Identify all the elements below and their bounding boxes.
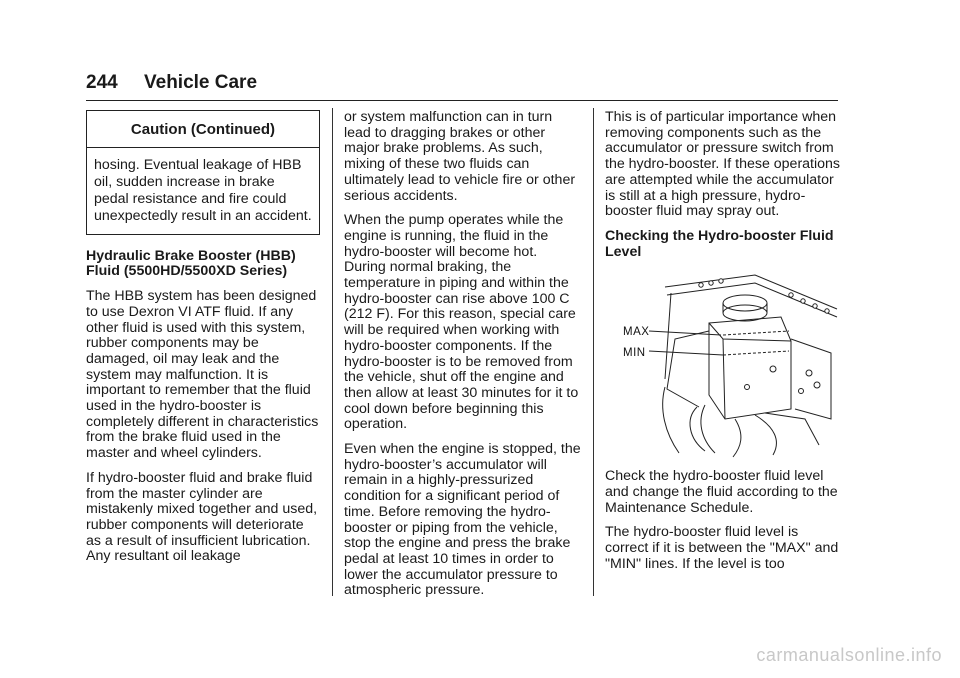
hbb-heading: Hydraulic Brake Booster (HBB) Fluid (5500HD/5500XD Series) [86,247,296,280]
paragraph: If hydro-booster fluid and brake fluid from the master cylinder are mistakenly mixed together and used, rubber components will deteriorate as a result of insufficient lubrication. Any resultant oil leakage [86,469,318,565]
page-number: 244 [86,72,118,93]
caution-body: hosing. Eventual leakage of HBB oil, sudden increase in brake pedal resistance and fire could unexpectedly result in an accident. [94,156,312,224]
paragraph: or system malfunction can in turn lead to dragging brakes or other major brake problems. As such, mixing of these two fluids can ultimately lead to vehicle fire or other serious accidents. [344,109,576,204]
column-divider [332,108,333,596]
paragraph: Even when the engine is stopped, the hydro-booster’s accumulator will remain in a highly-pressurized condition for a significant period of time. Before removing the hydro-booster or piping from the vehicle, stop the engine and press the brake pedal at least 10 times in order to lower the accumulator pressure to atmospheric pressure. [344,441,581,599]
max-label: MAX [623,326,650,339]
paragraph: Check the hydro-booster fluid level and change the fluid according to the Maintenance Schedule. [605,468,838,516]
column-3 [605,110,841,582]
paragraph: This is of particular importance when removing components such as the accumulator or pressure switch from the hydro-booster. If these operations are attempted while the accumulator is still at a high pressure, hydro-booster fluid may spray out. [605,109,841,220]
caution-title: Caution (Continued) [87,111,319,148]
reservoir-illustration [605,269,841,459]
reservoir-figure [605,269,841,459]
watermark: carmanualsonline.info [756,645,942,665]
page-header [86,72,838,101]
paragraph: When the pump operates while the engine is running, the fluid in the hydro-booster will become hot. During normal braking, the temperature in piping and within the hydro-booster can rise above 100 C (212 F). For this reason, special care will be required when working with hydro-booster components. If the hydro-booster is to be removed from the vehicle, shut off the engine and then allow at least 30 minutes for it to cool down before beginning this operation. [344,212,579,433]
fluid-level-heading: Checking the Hydro-booster Fluid Level [605,227,834,260]
column-2 [344,110,582,608]
column-divider [593,108,594,596]
min-label: MIN [623,347,646,360]
caution-box [86,110,320,235]
paragraph: The HBB system has been designed to use Dexron VI ATF fluid. If any other fluid is used with this system, rubber components may be damaged, oil may leak and the system may malfunction. It is important to remember that the fluid used in the hydro-booster is completely different in characteristics from the brake fluid used in the master and wheel cylinders. [86,288,319,462]
section-title: Vehicle Care [144,72,258,93]
paragraph: The hydro-booster fluid level is correct if it is between the "MAX" and "MIN" lines. If the level is too [605,524,839,572]
column-1 [86,110,322,574]
